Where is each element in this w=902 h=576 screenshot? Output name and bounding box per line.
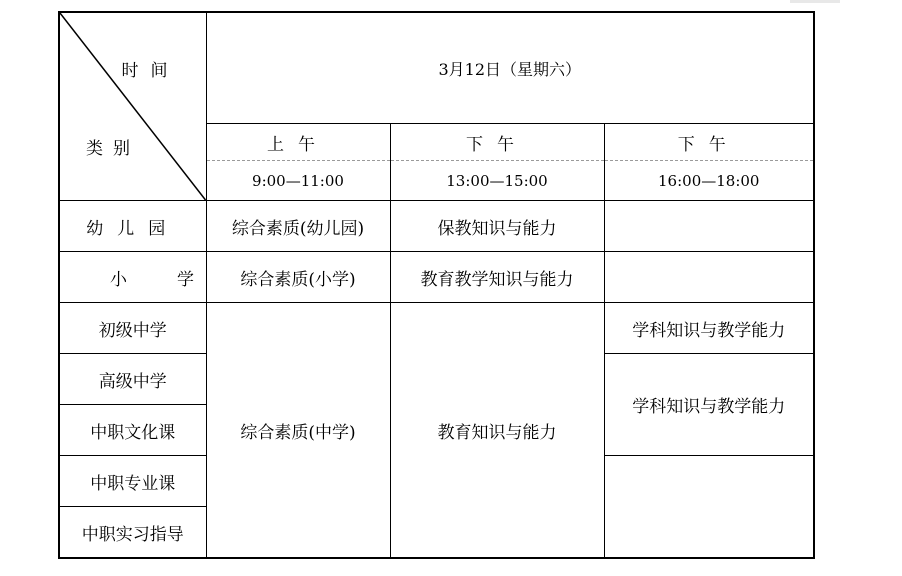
corner-header-cell	[59, 12, 206, 201]
category-junior: 初级中学	[59, 303, 206, 354]
category-vocational-major: 中职专业课	[59, 456, 206, 507]
diagonal-divider	[60, 13, 206, 200]
subject-middle-3: 学科知识与教学能力	[604, 354, 814, 456]
corner-label-category: 类别	[86, 139, 140, 159]
slot-time-1: 9:00—11:00	[206, 161, 390, 201]
category-kindergarten: 幼儿园	[86, 218, 180, 239]
subject-vocational-3	[604, 456, 814, 559]
top-right-mark	[790, 0, 840, 3]
subject-primary-1: 综合素质(小学)	[206, 252, 390, 303]
slot-time-3: 16:00—18:00	[604, 161, 814, 201]
date-header: 3月12日（星期六）	[206, 12, 814, 124]
subject-kindergarten-1: 综合素质(幼儿园)	[206, 201, 390, 252]
subject-primary-3	[604, 252, 814, 303]
subject-middle-1: 综合素质(中学)	[206, 303, 390, 559]
subject-middle-2: 教育知识与能力	[390, 303, 604, 559]
subject-primary-2: 教育教学知识与能力	[390, 252, 604, 303]
subject-kindergarten-3	[604, 201, 814, 252]
subject-kindergarten-2: 保教知识与能力	[390, 201, 604, 252]
slot-label-3: 下午	[677, 134, 740, 155]
slot-time-2: 13:00—15:00	[390, 161, 604, 201]
exam-schedule-table	[58, 11, 815, 559]
subject-junior-3: 学科知识与教学能力	[604, 303, 814, 354]
category-primary: 小学	[110, 269, 244, 290]
category-vocational-culture: 中职文化课	[59, 405, 206, 456]
slot-label-2: 下午	[466, 134, 528, 155]
corner-label-time: 时间	[121, 61, 180, 81]
slot-label-1: 上午	[267, 134, 329, 155]
category-senior: 高级中学	[59, 354, 206, 405]
category-vocational-practice: 中职实习指导	[59, 507, 206, 559]
